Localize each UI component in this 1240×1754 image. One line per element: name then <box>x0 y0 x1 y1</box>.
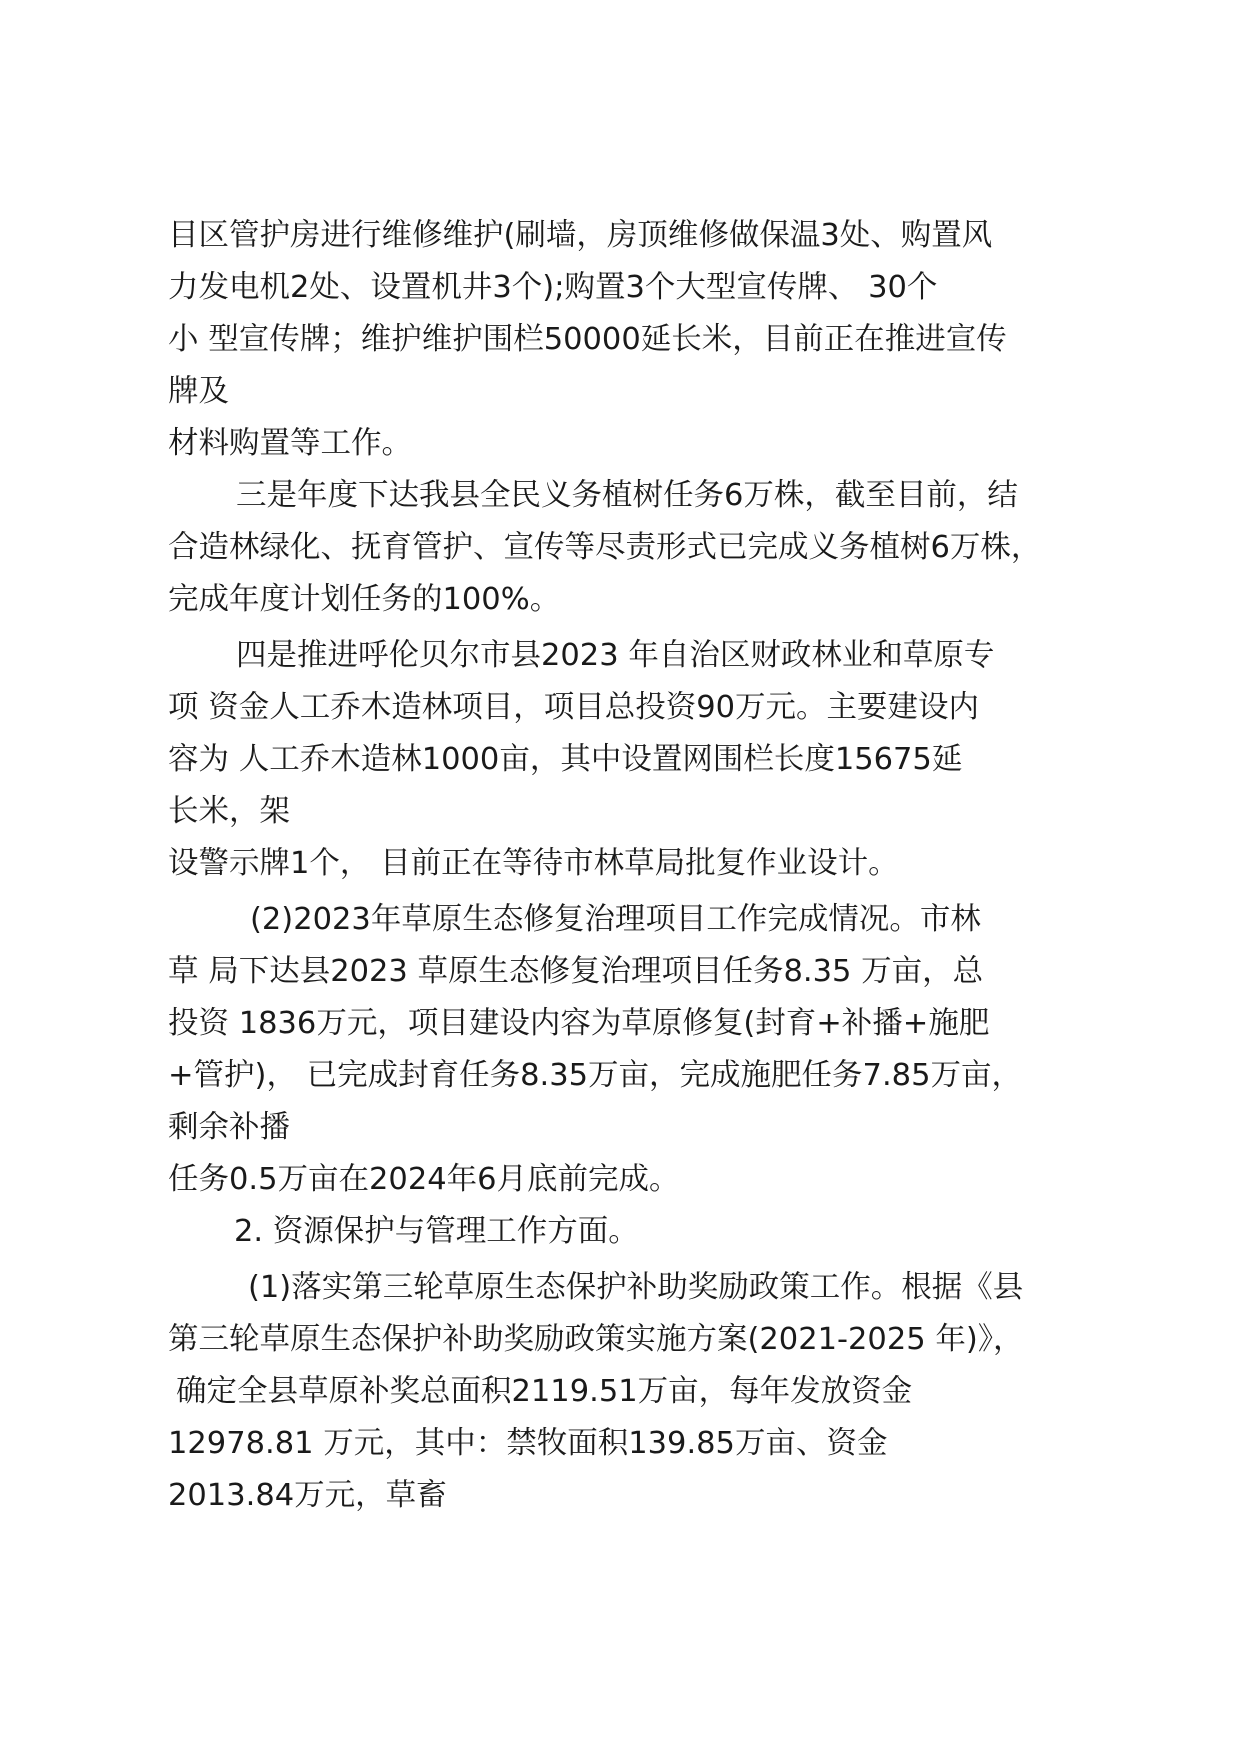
text-line: 12978.81 万元，其中：禁牧面积139.85万亩、资金 <box>168 1426 888 1461</box>
text-line: (1)落实第三轮草原生态保护补助奖励政策工作。根据《县 <box>248 1270 1024 1305</box>
text-line: 完成年度计划任务的100%。 <box>168 582 561 617</box>
text-line: 项 资金人工乔木造林项目，项目总投资90万元。主要建设内 <box>168 690 980 725</box>
text-line: 材料购置等工作。 <box>168 426 412 461</box>
text-line: 小 型宣传牌；维护维护围栏50000延长米，目前正在推进宣传 <box>168 322 1007 357</box>
section-heading: 2. 资源保护与管理工作方面。 <box>234 1214 639 1249</box>
text-line: (2)2023年草原生态修复治理项目工作完成情况。市林 <box>250 902 981 937</box>
text-line: 牌及 <box>168 374 229 409</box>
text-line: 任务0.5万亩在2024年6月底前完成。 <box>168 1162 680 1197</box>
text-line: 2013.84万元，草畜 <box>168 1478 447 1513</box>
text-line: 确定全县草原补奖总面积2119.51万亩，每年发放资金 <box>176 1374 913 1409</box>
text-line: 草 局下达县2023 草原生态修复治理项目任务8.35 万亩，总 <box>168 954 984 989</box>
text-line: 长米，架 <box>168 794 290 829</box>
text-line: 合造林绿化、抚育管护、宣传等尽责形式已完成义务植树6万株， <box>168 530 1042 565</box>
text-line: 力发电机2处、设置机井3个);购置3个大型宣传牌、 30个 <box>168 270 938 305</box>
text-line: 投资 1836万元，项目建设内容为草原修复(封育+补播+施肥 <box>168 1006 990 1041</box>
text-line: 目区管护房进行维修维护(刷墙，房顶维修做保温3处、购置风 <box>168 218 993 253</box>
text-line: 剩余补播 <box>168 1110 290 1145</box>
text-line: 三是年度下达我县全民义务植树任务6万株，截至目前，结 <box>236 478 1018 513</box>
text-line: 第三轮草原生态保护补助奖励政策实施方案(2021-2025 年)》， <box>168 1322 1024 1357</box>
text-line: +管护)， 已完成封育任务8.35万亩，完成施肥任务7.85万亩， <box>168 1058 1022 1093</box>
text-line: 四是推进呼伦贝尔市县2023 年自治区财政林业和草原专 <box>236 638 995 673</box>
text-line: 容为 人工乔木造林1000亩，其中设置网围栏长度15675延 <box>168 742 963 777</box>
text-line: 设警示牌1个， 目前正在等待市林草局批复作业设计。 <box>168 846 899 881</box>
